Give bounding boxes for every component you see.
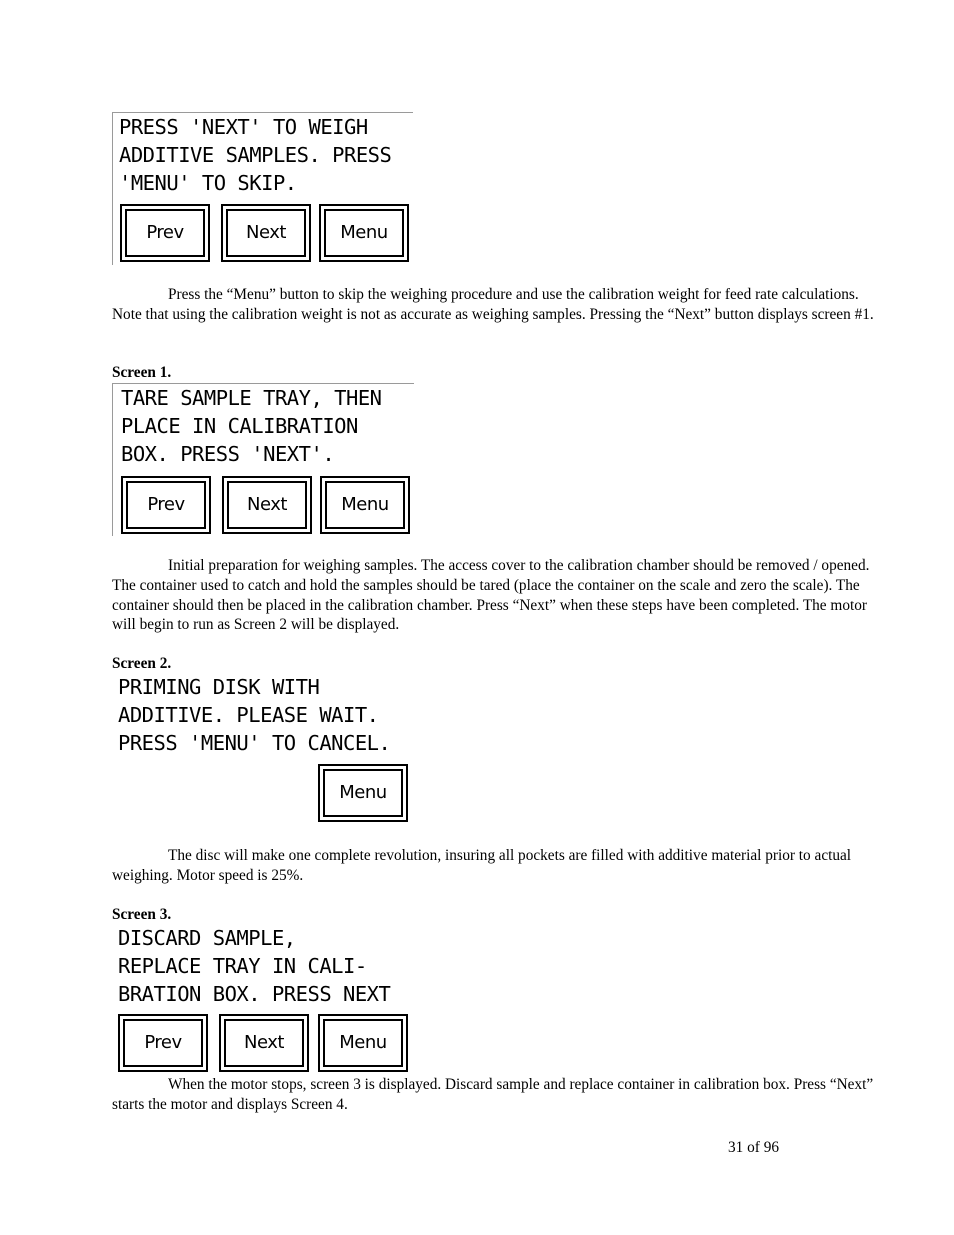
prev-button[interactable] bbox=[121, 476, 211, 534]
lcd-screen-1 bbox=[112, 383, 414, 536]
lcd-line: REPLACE TRAY IN CALI- bbox=[118, 954, 367, 978]
lcd-line: BOX. PRESS 'NEXT'. bbox=[121, 442, 335, 466]
lcd-screen-3 bbox=[112, 924, 412, 1076]
lcd-line: 'MENU' TO SKIP. bbox=[119, 171, 297, 195]
next-button-label: Next bbox=[246, 222, 286, 243]
paragraph-motor-stops bbox=[112, 1075, 882, 1115]
prev-button[interactable] bbox=[120, 204, 210, 262]
paragraph-priming bbox=[112, 846, 882, 886]
lcd-line: PRESS 'MENU' TO CANCEL. bbox=[118, 731, 391, 755]
menu-button[interactable] bbox=[320, 476, 410, 534]
menu-button-label: Menu bbox=[339, 1032, 387, 1053]
lcd-line: PRESS 'NEXT' TO WEIGH bbox=[119, 115, 368, 139]
lcd-screen-intro bbox=[112, 112, 413, 265]
next-button-label: Next bbox=[244, 1032, 284, 1053]
paragraph-text: When the motor stops, screen 3 is displayed. Discard sample and replace container in calibration box. Press “Next” starts the motor and displays Screen 4. bbox=[112, 1076, 874, 1113]
lcd-line: PLACE IN CALIBRATION bbox=[121, 414, 358, 438]
prev-button-label: Prev bbox=[144, 1032, 182, 1053]
menu-button-label: Menu bbox=[341, 494, 389, 515]
menu-button[interactable] bbox=[319, 204, 409, 262]
menu-button-label: Menu bbox=[339, 782, 387, 803]
prev-button-label: Prev bbox=[147, 494, 185, 515]
lcd-line: BRATION BOX. PRESS NEXT bbox=[118, 982, 391, 1006]
paragraph-initial-preparation bbox=[112, 556, 882, 635]
prev-button[interactable] bbox=[118, 1014, 208, 1072]
screen-1-heading: Screen 1. bbox=[112, 364, 172, 381]
menu-button[interactable] bbox=[318, 764, 408, 822]
prev-button-label: Prev bbox=[146, 222, 184, 243]
lcd-line: TARE SAMPLE TRAY, THEN bbox=[121, 386, 382, 410]
paragraph-text: Initial preparation for weighing samples. The access cover to the calibration chamber should be removed / opened. The container used to catch and hold the samples should be tared (place the container on the scale and zero the scale). The container should then be placed in the calibration chamber. Press “Next” when these steps have been completed. The motor will begin to run as Screen 2 will be displayed. bbox=[112, 557, 870, 634]
next-button[interactable] bbox=[219, 1014, 309, 1072]
next-button[interactable] bbox=[222, 476, 312, 534]
screen-2-heading: Screen 2. bbox=[112, 655, 172, 672]
menu-button-label: Menu bbox=[340, 222, 388, 243]
next-button-label: Next bbox=[247, 494, 287, 515]
lcd-screen-2 bbox=[112, 673, 412, 825]
page-number: 31 of 96 bbox=[728, 1139, 779, 1156]
paragraph-text: The disc will make one complete revolution, insuring all pockets are filled with additive material prior to actual weighing. Motor speed is 25%. bbox=[112, 847, 852, 884]
lcd-line: ADDITIVE SAMPLES. PRESS bbox=[119, 143, 392, 167]
paragraph-skip-weighing bbox=[112, 285, 882, 325]
paragraph-text: Press the “Menu” button to skip the weighing procedure and use the calibration weight for feed rate calculations. Note that using the calibration weight is not as accurate as weighing samples. Pressing the “Next” button displays screen #1. bbox=[112, 286, 874, 323]
screen-3-heading: Screen 3. bbox=[112, 906, 172, 923]
lcd-line: ADDITIVE. PLEASE WAIT. bbox=[118, 703, 379, 727]
lcd-line: DISCARD SAMPLE, bbox=[118, 926, 296, 950]
lcd-line: PRIMING DISK WITH bbox=[118, 675, 320, 699]
next-button[interactable] bbox=[221, 204, 311, 262]
menu-button[interactable] bbox=[318, 1014, 408, 1072]
